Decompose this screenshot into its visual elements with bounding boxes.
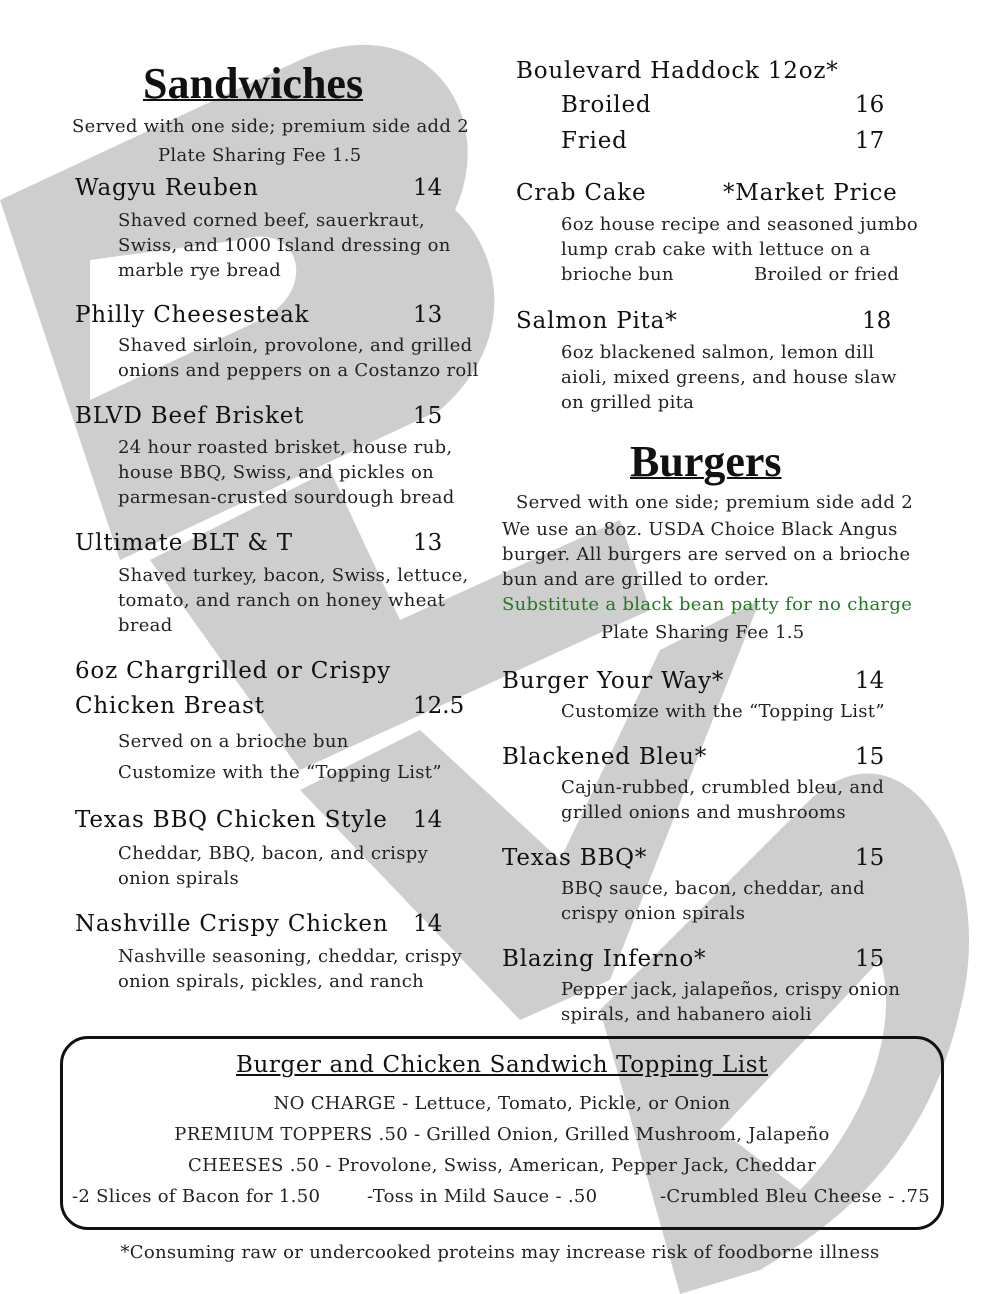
item-price: 15 <box>413 403 443 429</box>
item-description: Cajun-rubbed, crumbled bleu, and grilled onions and mushrooms <box>561 777 885 823</box>
item-description: Shaved sirloin, provolone, and grilled onions and peppers on a Costanzo roll <box>118 335 479 381</box>
menu-item-wagyu-reuben <box>75 175 475 201</box>
haddock-option-fried: Fried 17 <box>561 128 885 154</box>
item-price: 14 <box>413 807 443 833</box>
haddock-option-broiled: Broiled 16 <box>561 92 885 118</box>
sandwiches-sharing-fee: Plate Sharing Fee 1.5 <box>158 145 362 166</box>
menu-item-texas-bbq <box>502 845 902 871</box>
item-name: Texas BBQ* <box>502 845 648 871</box>
item-name: Ultimate BLT & T <box>75 530 293 556</box>
item-description: Customize with the “Topping List” <box>561 701 885 722</box>
burgers-sharing-fee: Plate Sharing Fee 1.5 <box>601 622 805 643</box>
item-price: 14 <box>413 911 443 937</box>
item-price: 17 <box>855 128 885 154</box>
menu-item-salmon-pita <box>516 308 916 334</box>
item-name: Salmon Pita* <box>516 308 678 334</box>
topping-extra-mild-sauce: -Toss in Mild Sauce - .50 <box>367 1186 598 1207</box>
item-price: 12.5 <box>413 693 465 719</box>
item-description: 6oz house recipe and seasoned jumbo lump crab cake with lettuce on a brioche bun Broiled or fried <box>561 214 918 285</box>
item-price: 18 <box>862 308 892 334</box>
item-name: Crab Cake <box>516 180 647 206</box>
item-description: 24 hour roasted brisket, house rub, house BBQ, Swiss, and pickles on parmesan-crusted sourdough bread <box>118 437 455 508</box>
item-name: Texas BBQ Chicken Style <box>75 807 388 833</box>
item-name-line1: 6oz Chargrilled or Crispy <box>75 658 392 684</box>
item-name: BLVD Beef Brisket <box>75 403 305 429</box>
topping-cheeses: CHEESES .50 - Provolone, Swiss, American, Pepper Jack, Cheddar <box>188 1155 816 1176</box>
menu-item-crab-cake <box>516 180 916 206</box>
item-price: 15 <box>855 845 885 871</box>
menu-item-blvd-beef-brisket <box>75 403 475 429</box>
menu-item-blazing-inferno <box>502 946 902 972</box>
topping-list-title: Burger and Chicken Sandwich Topping List <box>235 1052 768 1078</box>
menu-item-nashville-crispy-chicken <box>75 911 475 937</box>
sandwiches-side-note: Served with one side; premium side add 2 <box>72 116 469 137</box>
item-description: Cheddar, BBQ, bacon, and crispy onion spirals <box>118 843 429 889</box>
topping-extra-bacon: -2 Slices of Bacon for 1.50 <box>72 1186 321 1207</box>
haddock-name: Boulevard Haddock 12oz* <box>516 58 839 84</box>
topping-no-charge: NO CHARGE - Lettuce, Tomato, Pickle, or Onion <box>273 1093 731 1114</box>
item-price: 15 <box>855 946 885 972</box>
sandwiches-heading: Sandwiches <box>143 59 364 108</box>
item-name: Burger Your Way* <box>502 668 725 694</box>
crab-cake-option: Broiled or fried <box>754 264 900 285</box>
item-description: Shaved turkey, bacon, Swiss, lettuce, tomato, and ranch on honey wheat bread <box>118 565 469 636</box>
item-price: 14 <box>413 175 443 201</box>
item-description: Shaved corned beef, sauerkraut, Swiss, and 1000 Island dressing on marble rye bread <box>118 210 451 281</box>
burgers-heading: Burgers <box>630 437 782 486</box>
item-name: Nashville Crispy Chicken <box>75 911 389 937</box>
item-description: Pepper jack, jalapeños, crispy onion spirals, and habanero aioli <box>561 979 901 1025</box>
menu-item-ultimate-blt <box>75 530 475 556</box>
topping-premium: PREMIUM TOPPERS .50 - Grilled Onion, Grilled Mushroom, Jalapeño <box>174 1124 830 1145</box>
item-description: Nashville seasoning, cheddar, crispy onion spirals, pickles, and ranch <box>118 946 463 992</box>
burgers-side-note: Served with one side; premium side add 2 <box>516 492 913 513</box>
item-name: Philly Cheesesteak <box>75 302 310 328</box>
item-name: Blazing Inferno* <box>502 946 707 972</box>
menu-item-philly-cheesesteak <box>75 302 475 328</box>
item-name: Blackened Bleu* <box>502 744 708 770</box>
item-price: 13 <box>413 302 443 328</box>
black-bean-substitute-note: Substitute a black bean patty for no charge <box>502 594 913 615</box>
burgers-info: We use an 8oz. USDA Choice Black Angus burger. All burgers are served on a brioche bun and are grilled to order. <box>502 519 911 590</box>
item-price: 15 <box>855 744 885 770</box>
item-description: BBQ sauce, bacon, cheddar, and crispy onion spirals <box>561 878 865 924</box>
item-price: 14 <box>855 668 885 694</box>
raw-food-disclaimer: *Consuming raw or undercooked proteins may increase risk of foodborne illness <box>120 1242 880 1263</box>
item-price: 13 <box>413 530 443 556</box>
menu-item-burger-your-way <box>502 668 902 694</box>
item-name-line2: Chicken Breast <box>75 693 265 719</box>
menu-item-blackened-bleu <box>502 744 902 770</box>
item-price: *Market Price <box>723 180 898 206</box>
item-description: Served on a brioche bun Customize with the “Topping List” <box>118 731 442 783</box>
item-name: Wagyu Reuben <box>75 175 259 201</box>
menu-item-chicken-breast <box>75 693 475 719</box>
item-description: 6oz blackened salmon, lemon dill aioli, mixed greens, and house slaw on grilled pita <box>561 342 897 413</box>
menu-item-texas-bbq-chicken <box>75 807 475 833</box>
item-price: 16 <box>855 92 885 118</box>
topping-extra-bleu-cheese: -Crumbled Bleu Cheese - .75 <box>660 1186 931 1207</box>
